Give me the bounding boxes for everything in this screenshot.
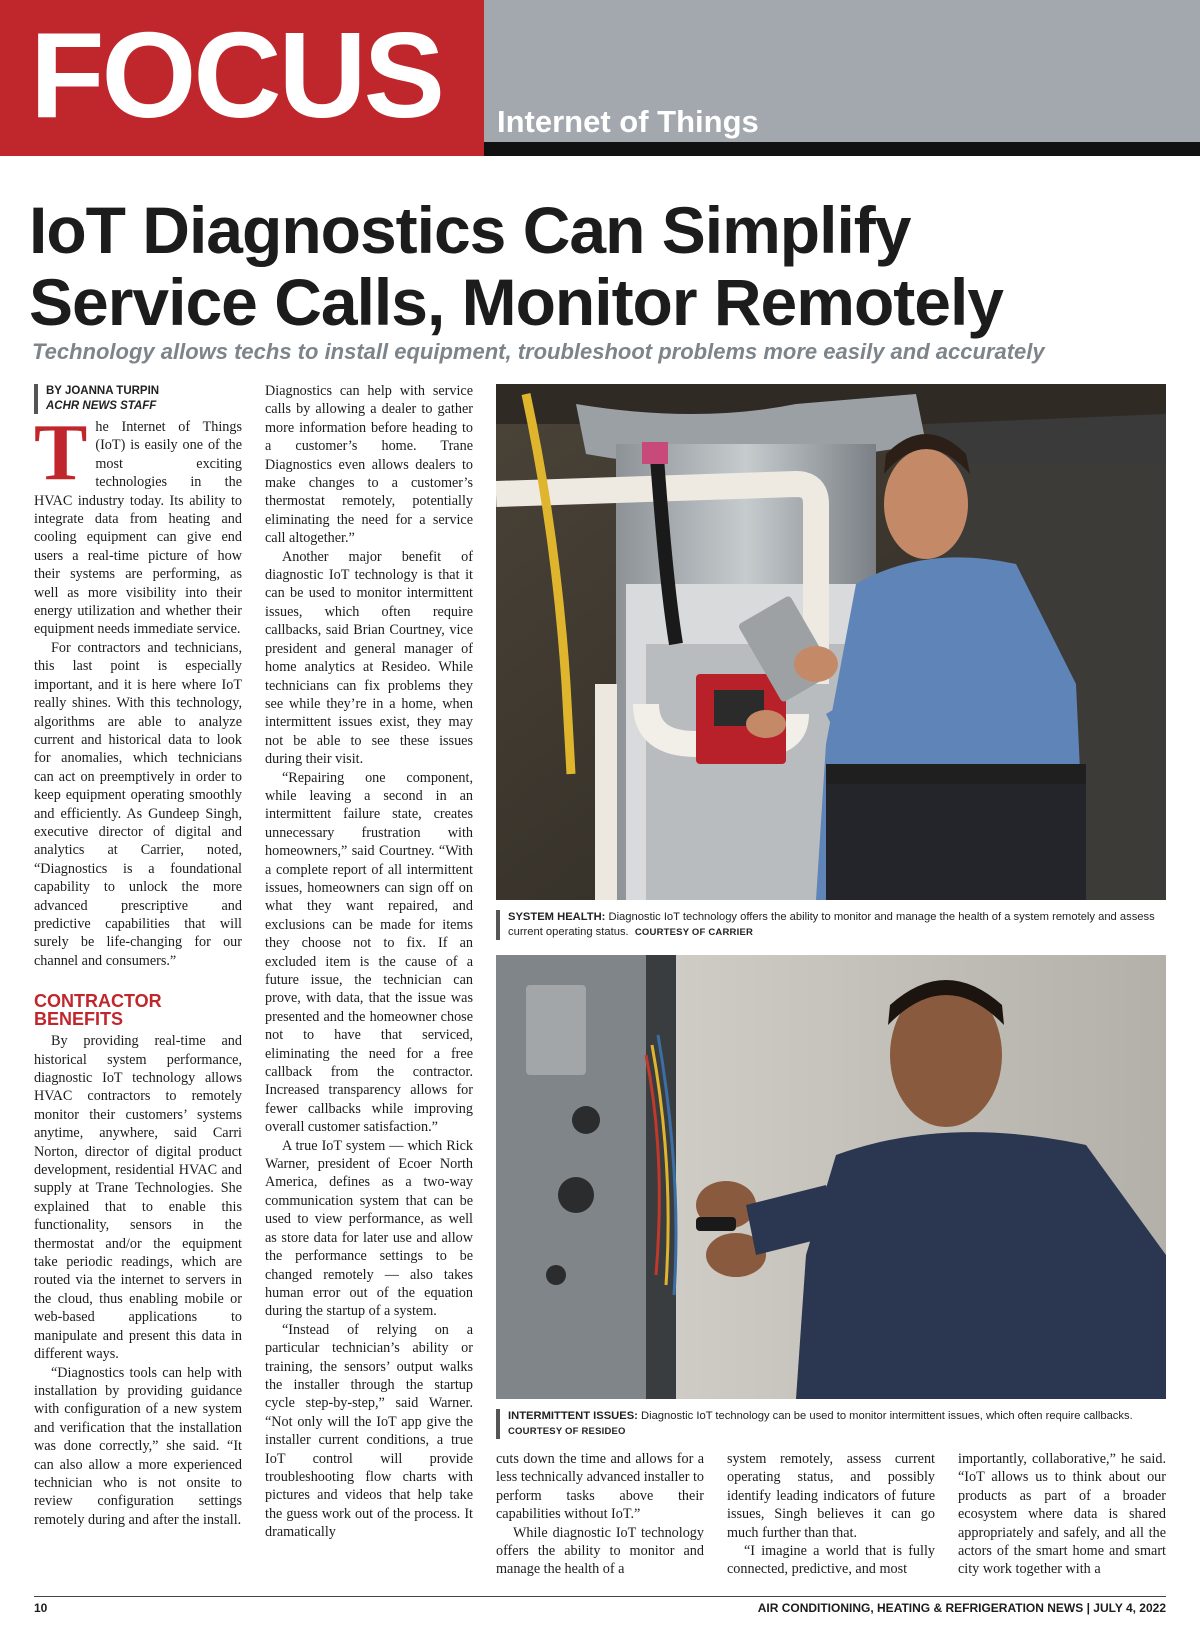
caption-heading: SYSTEM HEALTH:: [508, 911, 606, 923]
paragraph: By providing real-time and historical system performance, diagnostic IoT technology allows HVAC contractors to remotely monitor their customers’ systems anytime, anywhere, said Carri Norton, director of digital product development, residential HVAC and supply at Trane Technologies. She explained that to enable this functionality, sensors in the thermostat and/or the equipment take periodic readings, which are routed via the internet to servers in the cloud, thus enabling mobile or web-based applications to manipulate and present this data in different ways.: [34, 1033, 242, 1363]
photo-technician-air-handler: [496, 955, 1166, 1399]
paragraph: importantly, collaborative,” he said. “IoT allows us to think about our products as part of a broader ecosystem where data is shared appropriately and safely, and all the actors of the smart home and smart city work together with a: [958, 1451, 1166, 1578]
article-column-5: [958, 1450, 1166, 1579]
paragraph: While diagnostic IoT technology offers the ability to monitor and manage the health of a: [496, 1524, 704, 1578]
caption-heading: INTERMITTENT ISSUES:: [508, 1410, 638, 1422]
footer-rule: [34, 1596, 1166, 1597]
section-label: Internet of Things: [497, 104, 759, 139]
photo-credit: COURTESY OF CARRIER: [634, 927, 754, 938]
deck: Technology allows techs to install equipment, troubleshoot problems more easily and accurately: [32, 339, 1045, 364]
paragraph: For contractors and technicians, this last point is especially important, and it is here where IoT really shines. With this technology, algorithms are able to analyze current and historical data to look for anomalies, which technicians can act on preemptively in order to keep equipment operating smoothly and efficiently. As Gundeep Singh, executive director of digital and analytics at Carrier, noted, “Diagnostics is a foundational capability to unlock the more advanced prescriptive and predictive capabilities that will surely be life-changing for our channel and consumers.”: [34, 639, 242, 969]
paragraph: system remotely, assess current operating status, and possibly identify leading indicators of future issues, Singh believes it can go much further than that.: [727, 1451, 935, 1541]
paragraph: “Instead of relying on a particular technician’s ability or training, the sensors’ output walks the installer through the startup cycle step-by-step,” said Warner. “Not only will the IoT app give the installer current conditions, a true IoT control will provide troubleshooting flow charts with pictures and videos that help take the guess work out of the process. It dramatically: [265, 1321, 473, 1541]
subhead: CONTRACTOR BENEFITS: [34, 991, 162, 1030]
headline-line-2: Service Calls, Monitor Remotely: [29, 265, 1003, 339]
page-number: 10: [34, 1601, 48, 1615]
photo-credit: COURTESY OF RESIDEO: [508, 1426, 626, 1437]
caption-text: Diagnostic IoT technology can be used to monitor intermittent issues, which often require callbacks.: [641, 1410, 1133, 1422]
article-column-3: [496, 1450, 704, 1579]
focus-banner: [0, 0, 484, 156]
byline-staff: ACHR NEWS STAFF: [46, 400, 157, 412]
headline: [29, 194, 1179, 338]
banner-rule: [484, 142, 1200, 156]
byline-author: BY JOANNA TURPIN: [46, 385, 160, 397]
focus-title: FOCUS: [30, 7, 442, 143]
paragraph: cuts down the time and allows for a less technically advanced installer to perform tasks above their capabilities without IoT.”: [496, 1451, 705, 1523]
paragraph: Another major benefit of diagnostic IoT technology is that it can be used to monitor intermittent issues, which often require callbacks, said Brian Courtney, vice president and general manager of home analytics at Resideo. While technicians can fix problems they see while they’re in a home, when intermittent issues exist, they may not be able to see these issues during their visit.: [265, 548, 473, 768]
article-column-4: [727, 1450, 935, 1579]
article-column-2: [265, 382, 473, 1542]
drop-cap: T: [34, 409, 88, 497]
caption-system-health: [496, 910, 1168, 940]
paragraph: “Diagnostics tools can help with installation by providing guidance with configuration of a new system and verification that the installation was done correctly,” she said. “It can also allow a more experienced technician who is not onsite to review configuration settings remotely during and after the install.: [34, 1364, 242, 1528]
caption-intermittent-issues: [496, 1409, 1168, 1439]
paragraph: “I imagine a world that is fully connected, predictive, and most: [727, 1543, 935, 1578]
publication-line: AIR CONDITIONING, HEATING & REFRIGERATION NEWS | JULY 4, 2022: [757, 1601, 1166, 1615]
photo-intermittent-issues: [496, 955, 1166, 1399]
paragraph: Diagnostics can help with service calls by allowing a dealer to gather more information before heading to a customer’s home. Trane Diagnostics even allows dealers to make changes to a customer’s thermostat remotely, potentially eliminating the need for a service call altogether.”: [265, 383, 473, 547]
paragraph: “Repairing one component, while leaving a second in an intermittent failure state, creates unnecessary frustration with homeowners,” said Courtney. “With a complete report of all intermittent issues, homeowners can sign off on what they want repaired, and exclusions can be made for items they choose not to fix. If an excluded item is the cause of a future issue, the technician can prove, with data, that the issue was presented and the homeowner chose not to have that serviced, eliminating the need for a free callback from the contractor. Increased transparency allows for fewer callbacks while improving overall customer satisfaction.”: [265, 769, 473, 1136]
photo-system-health: [496, 384, 1166, 900]
paragraph: A true IoT system — which Rick Warner, president of Ecoer North America, defines as a two-way communication system that can be used to view performance, as well as store data for later use and allow the performance settings to be changed remotely — also takes human error out of the equation during the startup of a system.: [265, 1137, 473, 1320]
caption-text: Diagnostic IoT technology offers the ability to monitor and manage the health of a system remotely and assess current operating status.: [508, 911, 1155, 938]
photo-technician-furnace: [496, 384, 1166, 900]
article-column-1: [34, 409, 242, 1529]
headline-line-1: IoT Diagnostics Can Simplify: [29, 193, 911, 267]
paragraph: The Internet of Things (IoT) is easily one of the most exciting technologies in the HVAC industry today. Its ability to integrate data from heating and cooling equipment can give end users a real-time picture of how their systems are performing, as well as more visibility into their energy utilization and whether their equipment needs immediate service.: [34, 409, 242, 638]
